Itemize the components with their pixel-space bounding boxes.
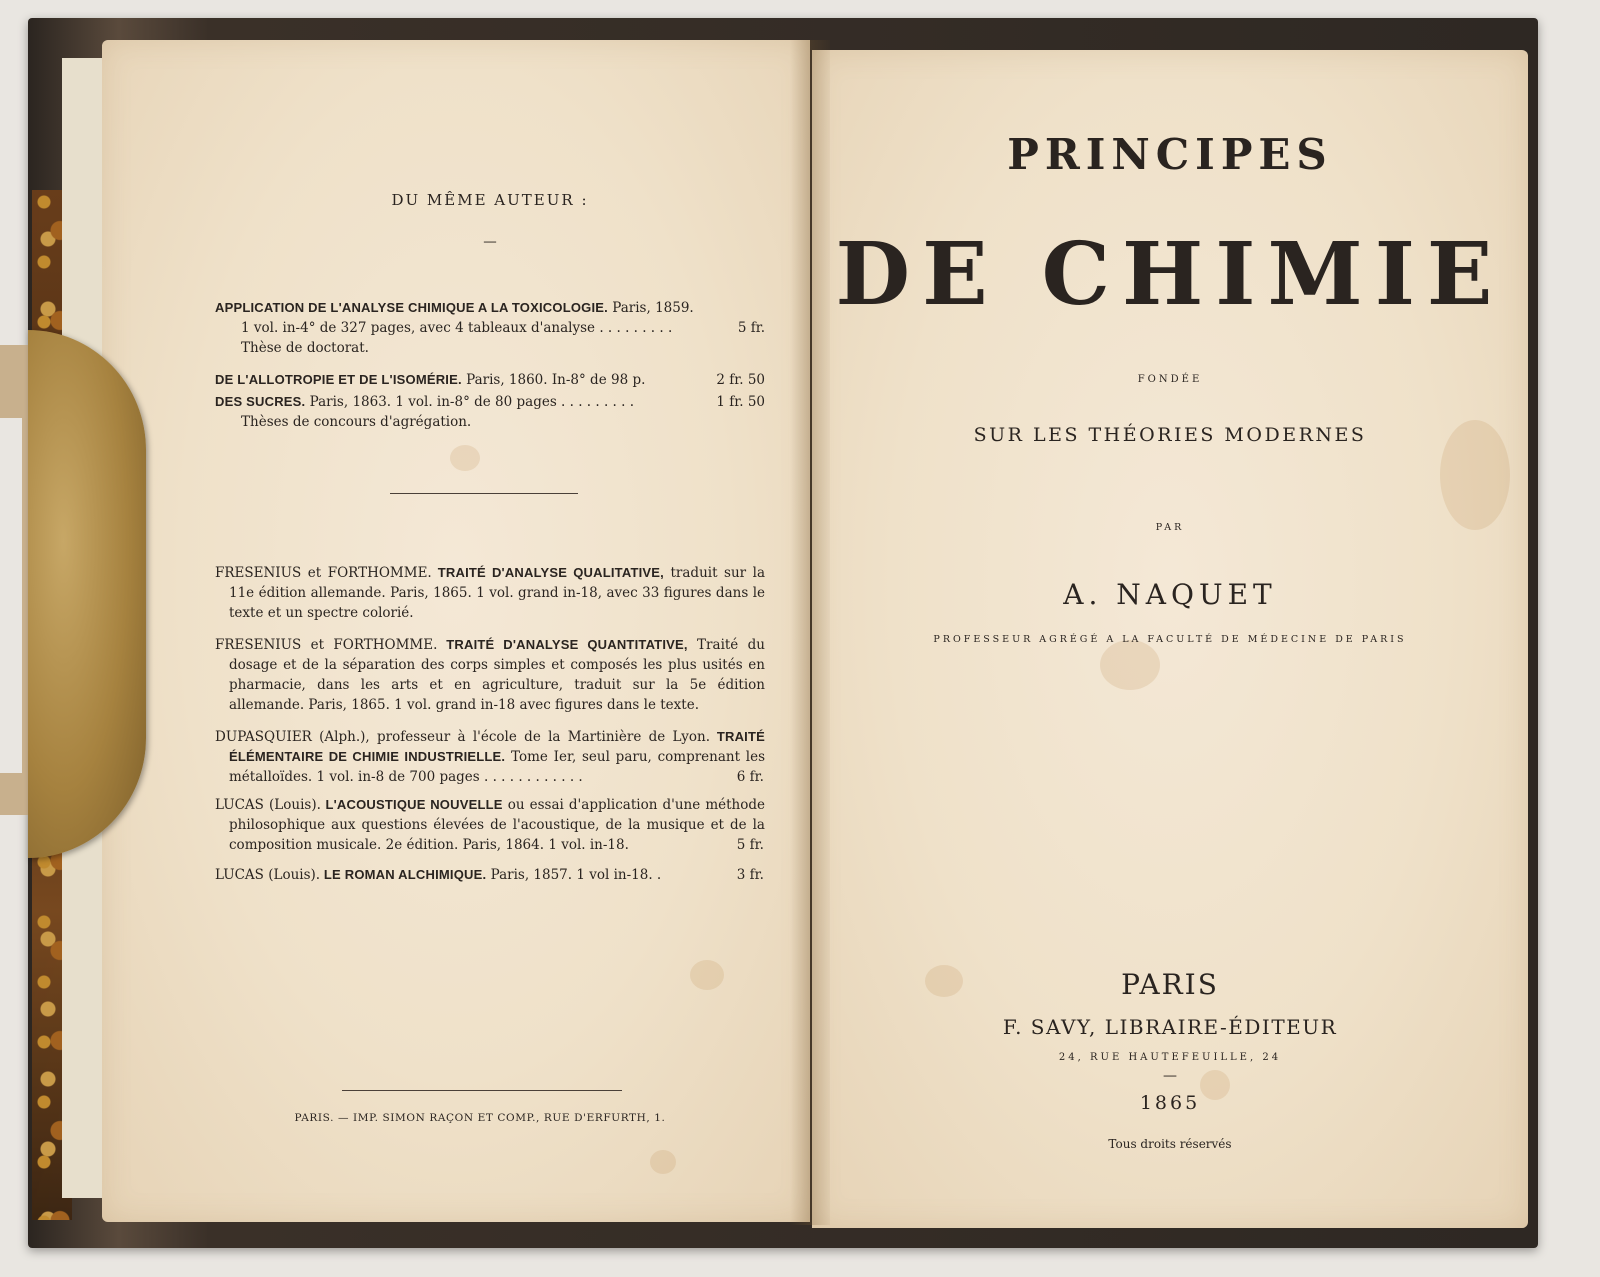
left-heading-dash: — (483, 234, 497, 250)
par: PAR (1155, 522, 1185, 533)
clasp-opening (0, 418, 22, 773)
title-line-2: DE CHIMIE (835, 224, 1505, 325)
divider (342, 1090, 622, 1091)
foxing-stain (690, 960, 724, 990)
list-item: FRESENIUS et FORTHOMME. TRAITÉ D'ANALYSE QUANTITATIVE, Traité du dosage et de la séparation des corps simples et composés les plus usités en pharmacie, dans les arts et en agriculture, traduit sur la 5e édition allemande. Paris, 1865. 1 vol. grand in-18 avec figures dans le texte. (215, 637, 765, 713)
list-item: DE L'ALLOTROPIE ET DE L'ISOMÉRIE. Paris, 1860. In-8° de 98 p. 2 fr. 50 (215, 372, 765, 388)
imprint: PARIS. — IMP. SIMON RAÇON ET COMP., RUE D'ERFURTH, 1. (294, 1112, 666, 1124)
subtitle: SUR LES THÉORIES MODERNES (973, 424, 1367, 446)
city: PARIS (1121, 968, 1219, 1001)
rights: Tous droits réservés (1108, 1137, 1232, 1151)
publisher: F. SAVY, LIBRAIRE-ÉDITEUR (1002, 1015, 1338, 1039)
foxing-stain (450, 445, 480, 471)
list-item: LUCAS (Louis). L'ACOUSTIQUE NOUVELLE ou essai d'application d'une méthode philosophique aux questions élevées de l'acoustique, de la musique et de la composition musicale. 2e édition. Paris, 1864. 1 vol. in-18. 5 fr. (215, 797, 765, 853)
list-item: APPLICATION DE L'ANALYSE CHIMIQUE A LA TOXICOLOGIE. Paris, 1859. 1 vol. in-4° de 327 pages, avec 4 tableaux d'analyse . . . . . . . . . 5 fr. Thèse de doctorat. (215, 300, 765, 356)
foxing-stain (1100, 640, 1160, 690)
list-item: FRESENIUS et FORTHOMME. TRAITÉ D'ANALYSE QUALITATIVE, traduit sur la 11e édition allemande. Paris, 1865. 1 vol. grand in-18, avec 33 figures dans le texte et un spectre colorié. (215, 565, 765, 621)
divider (390, 493, 578, 494)
list-item: DES SUCRES. Paris, 1863. 1 vol. in-8° de 80 pages . . . . . . . . . 1 fr. 50 Thèses de concours d'agrégation. (215, 394, 765, 430)
address-dash: — (1163, 1068, 1177, 1084)
year: 1865 (1139, 1092, 1201, 1114)
list-item: DUPASQUIER (Alph.), professeur à l'école de la Martinière de Lyon. TRAITÉ ÉLÉMENTAIRE DE CHIMIE INDUSTRIELLE. Tome Ier, seul paru, comprenant les métalloïdes. 1 vol. in-8 de 700 pages . . . . . . . . . . . . 6 fr. (215, 729, 766, 785)
left-heading: DU MÊME AUTEUR : (391, 191, 589, 209)
address: 24, RUE HAUTEFEUILLE, 24 (1058, 1052, 1282, 1063)
author-role: PROFESSEUR AGRÉGÉ A LA FACULTÉ DE MÉDECINE DE PARIS (933, 634, 1407, 645)
author-name: A. NAQUET (1063, 578, 1277, 611)
left-page (102, 40, 810, 1222)
list-item: LUCAS (Louis). LE ROMAN ALCHIMIQUE. Paris, 1857. 1 vol in-18. . 3 fr. (215, 867, 764, 883)
title-line-1: PRINCIPES (1007, 130, 1333, 179)
page-gutter (790, 40, 830, 1225)
fondee: FONDÉE (1137, 374, 1203, 385)
foxing-stain (650, 1150, 676, 1174)
brass-clasp (28, 330, 146, 858)
